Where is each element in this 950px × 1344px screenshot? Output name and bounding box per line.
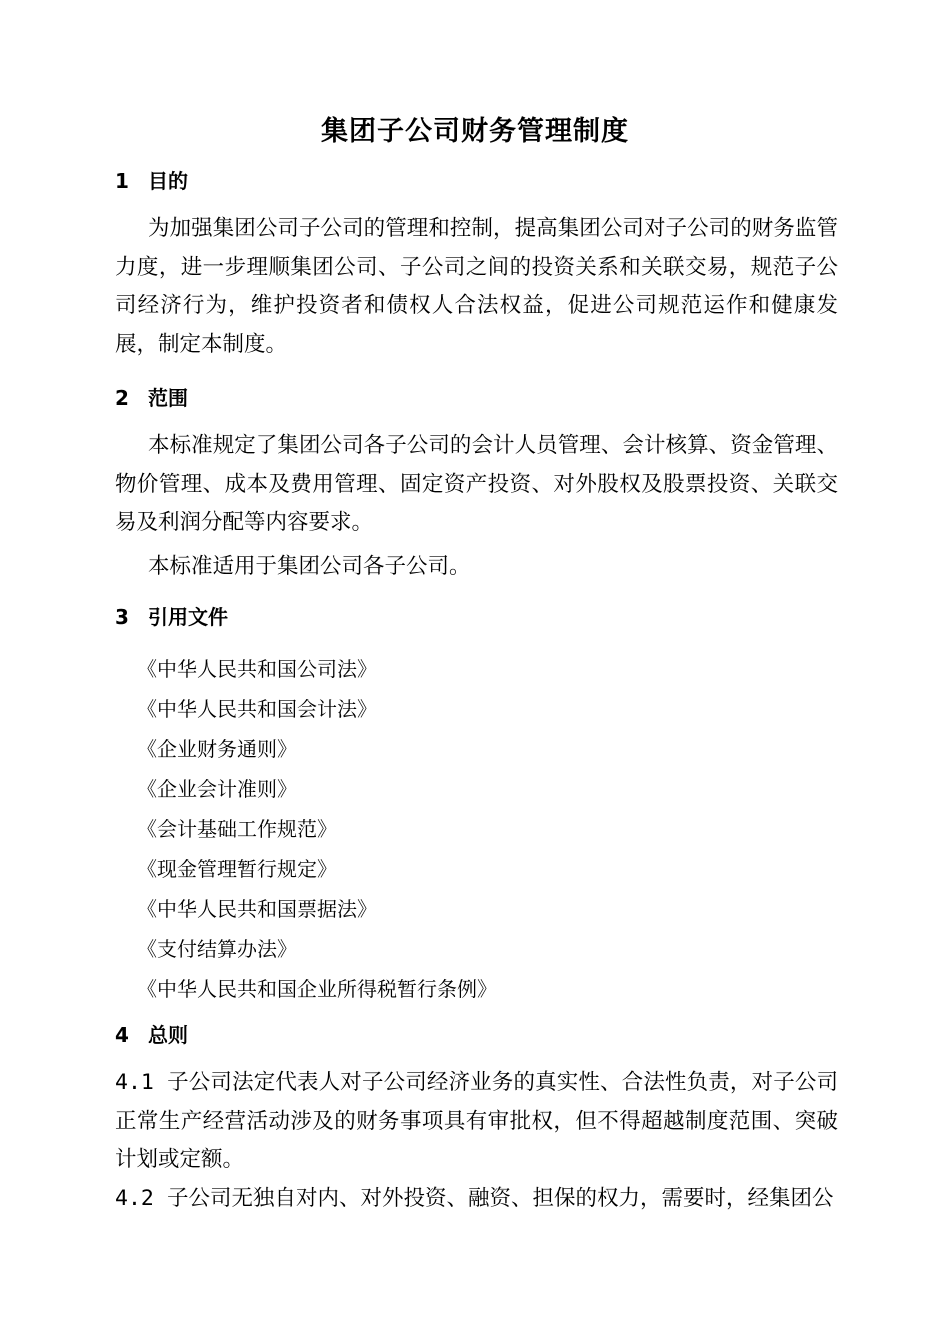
clause-number: 4.2 bbox=[115, 1186, 154, 1211]
section-2-paragraph-2: 本标准适用于集团公司各子公司。 bbox=[148, 554, 471, 579]
clause-text: 子公司法定代表人对子公司经济业务的真实性、合法性负责，对子公司正常生产经营活动涉及的财务事项具有审批权，但不得超越制度范围、突破计划或定额。 bbox=[115, 1070, 838, 1172]
section-heading-2 bbox=[115, 383, 188, 413]
reference-item: 《支付结算办法》 bbox=[137, 937, 297, 961]
reference-item: 《会计基础工作规范》 bbox=[137, 817, 337, 841]
section-title: 范围 bbox=[148, 386, 188, 410]
clause-text: 子公司无独自对内、对外投资、融资、担保的权力，需要时，经集团公 bbox=[167, 1186, 834, 1211]
document-title: 集团子公司财务管理制度 bbox=[321, 116, 629, 147]
reference-item: 《企业会计准则》 bbox=[137, 777, 297, 801]
reference-item: 《企业财务通则》 bbox=[137, 737, 297, 761]
section-number: 3 bbox=[115, 605, 129, 629]
section-heading-3 bbox=[115, 602, 228, 632]
section-title: 目的 bbox=[148, 169, 188, 193]
reference-item: 《现金管理暂行规定》 bbox=[137, 857, 337, 881]
section-title: 引用文件 bbox=[148, 605, 228, 629]
section-1-paragraph: 为加强集团公司子公司的管理和控制，提高集团公司对子公司的财务监管力度，进一步理顺集团公司、子公司之间的投资关系和关联交易，规范子公司经济行为，维护投资者和债权人合法权益，促进公司规范运作和健康发展，制定本制度。 bbox=[115, 216, 838, 357]
section-number: 1 bbox=[115, 169, 129, 193]
section-title: 总则 bbox=[148, 1023, 188, 1047]
reference-item: 《中华人民共和国会计法》 bbox=[137, 697, 377, 721]
reference-item: 《中华人民共和国票据法》 bbox=[137, 897, 377, 921]
section-heading-1 bbox=[115, 166, 188, 196]
section-heading-4 bbox=[115, 1020, 188, 1050]
clause-number: 4.1 bbox=[115, 1070, 154, 1095]
clause-4-1 bbox=[115, 1064, 838, 1180]
clause-4-2 bbox=[115, 1180, 838, 1219]
reference-list bbox=[137, 649, 497, 1009]
reference-item: 《中华人民共和国公司法》 bbox=[137, 657, 377, 681]
reference-item: 《中华人民共和国企业所得税暂行条例》 bbox=[137, 977, 497, 1001]
section-number: 4 bbox=[115, 1023, 129, 1047]
section-2-paragraph-1: 本标准规定了集团公司各子公司的会计人员管理、会计核算、资金管理、物价管理、成本及费用管理、固定资产投资、对外股权及股票投资、关联交易及利润分配等内容要求。 bbox=[115, 433, 838, 535]
section-number: 2 bbox=[115, 386, 129, 410]
